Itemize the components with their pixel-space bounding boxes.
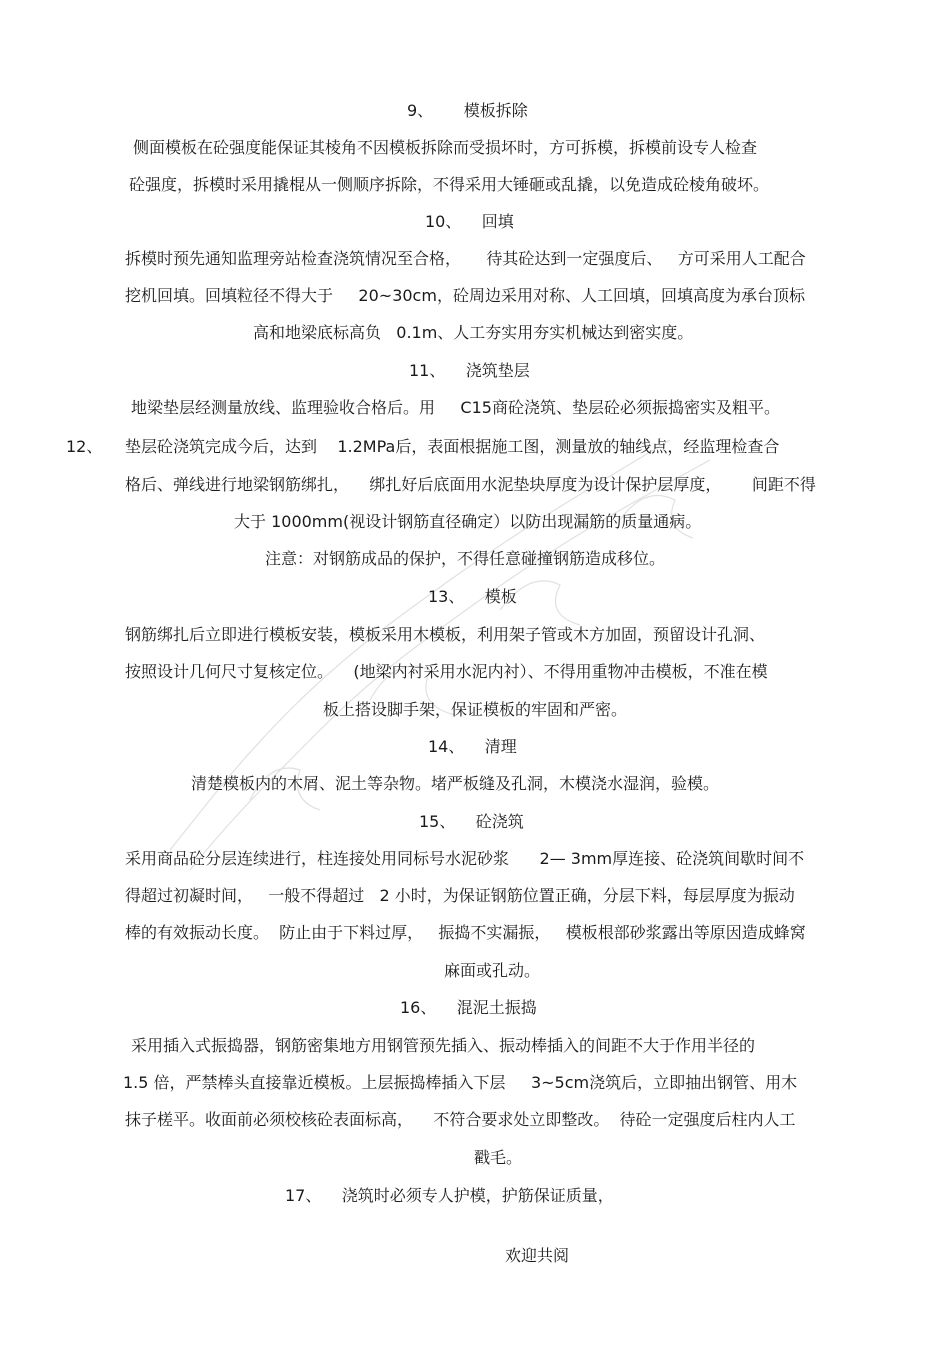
paragraph-line: 格后、弹线进行地梁钢筋绑扎， 绑扎好后底面用水泥垫块厚度为设计保护层厚度， 间距不得 [125,475,816,494]
paragraph-line: 高和地梁底标高负 0.1m、人工夯实用夯实机械达到密实度。 [253,323,694,342]
paragraph-line: 垫层砼浇筑完成今后，达到 1.2MPa后，表面根据施工图，测量放的轴线点，经监理检查合 [125,437,780,456]
paragraph-line: 砼强度，拆模时采用撬棍从一侧顺序拆除，不得采用大锤砸或乱撬，以免造成砼棱角破坏。 [129,175,770,194]
note-line: 注意：对钢筋成品的保护，不得任意碰撞钢筋造成移位。 [265,549,666,568]
paragraph-line: 侧面模板在砼强度能保证其棱角不因模板拆除而受损坏时，方可拆模，拆模前设专人检查 [133,138,758,157]
footer-text: 欢迎共阅 [505,1246,570,1265]
heading-11: 11、 浇筑垫层 [409,361,530,380]
paragraph-line: 按照设计几何尺寸复核定位。 (地梁内衬采用水泥内衬）、不得用重物冲击模板，不准在模 [125,662,768,681]
paragraph-line: 棒的有效振动长度。 防止由于下料过厚， 振捣不实漏振， 模板根部砂浆露出等原因造成蜂窝 [125,923,806,942]
paragraph-line: 钢筋绑扎后立即进行模板安装，模板采用木模板，利用架子管或木方加固，预留设计孔洞、 [125,625,766,644]
paragraph-line: 地梁垫层经测量放线、监理验收合格后。用 C15商砼浇筑、垫层砼必须振捣密实及粗平。 [131,398,780,417]
paragraph-line: 清楚模板内的木屑、泥土等杂物。堵严板缝及孔洞，木模浇水湿润，验模。 [191,774,720,793]
paragraph-line: 大于 1000mm(视设计钢筋直径确定）以防出现漏筋的质量通病。 [234,512,702,531]
paragraph-line: 采用商品砼分层连续进行，柱连接处用同标号水泥砂浆 2— 3mm厚连接、砼浇筑间歇时间不 [125,849,805,868]
paragraph-line: 板上搭设脚手架，保证模板的牢固和严密。 [323,700,628,719]
paragraph-line: 麻面或孔动。 [444,961,541,980]
paragraph-line: 采用插入式振捣器，钢筋密集地方用钢管预先插入、振动棒插入的间距不大于作用半径的 [131,1036,756,1055]
heading-15: 15、 砼浇筑 [419,812,524,831]
heading-13: 13、 模板 [428,587,517,606]
paragraph-line: 拆模时预先通知监理旁站检查浇筑情况至合格， 待其砼达到一定强度后、 方可采用人工配合 [125,249,806,268]
heading-16: 16、 混泥土振捣 [400,998,537,1017]
paragraph-line: 1.5 倍，严禁棒头直接靠近模板。上层振捣棒插入下层 3~5cm浇筑后，立即抽出钢管、用木 [123,1073,798,1092]
paragraph-line: 挖机回填。回填粒径不得大于 20~30cm，砼周边采用对称、人工回填，回填高度为承台顶标 [125,286,805,305]
heading-9: 9、 模板拆除 [407,101,528,120]
paragraph-line: 得超过初凝时间， 一般不得超过 2 小时，为保证钢筋位置正确，分层下料，每层厚度为振动 [125,886,795,905]
heading-10: 10、 回填 [425,212,514,231]
item-number-12: 12、 [66,437,103,456]
heading-14: 14、 清理 [428,737,517,756]
paragraph-line: 戳毛。 [474,1148,523,1167]
heading-17: 17、 浇筑时必须专人护模，护筋保证质量， [285,1186,614,1205]
paragraph-line: 抹子槎平。收面前必须校核砼表面标高， 不符合要求处立即整改。 待砼一定强度后柱内人工 [125,1110,796,1129]
